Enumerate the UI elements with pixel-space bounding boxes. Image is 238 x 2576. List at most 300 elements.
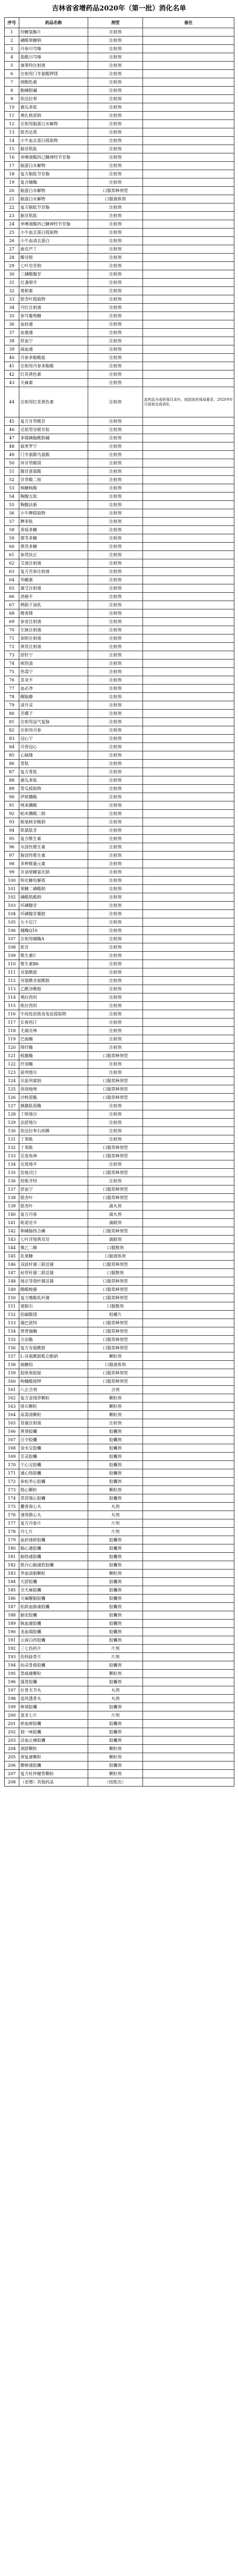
dosage-form-cell: 注射剂 bbox=[88, 1044, 143, 1052]
remark-cell bbox=[143, 701, 234, 710]
dosage-form-cell: 注射剂 bbox=[88, 910, 143, 918]
remark-cell bbox=[143, 1077, 234, 1085]
dosage-form-cell: 口服常释剂型 bbox=[88, 1327, 143, 1336]
remark-cell bbox=[143, 237, 234, 245]
row-number-cell: 64 bbox=[5, 576, 19, 584]
drug-name-cell: 西洛他唑 bbox=[19, 1085, 88, 1094]
drug-name-cell: 龙血竭胶囊 bbox=[19, 1628, 88, 1636]
remark-cell bbox=[143, 526, 234, 534]
table-row bbox=[5, 1728, 234, 1736]
table-row bbox=[5, 1302, 234, 1311]
table-row bbox=[5, 1386, 234, 1394]
drug-name-cell: 维生素C bbox=[19, 952, 88, 960]
table-row bbox=[5, 1236, 234, 1244]
dosage-form-cell: 注射剂 bbox=[88, 295, 143, 304]
drug-name-cell: 舒血宁 bbox=[19, 1185, 88, 1194]
drug-name-cell: 胸腺五肽 bbox=[19, 493, 88, 501]
dosage-form-cell: 注射剂 bbox=[88, 952, 143, 960]
table-row bbox=[5, 387, 234, 417]
table-row bbox=[5, 1494, 234, 1503]
dosage-form-cell: 口服常释剂型 bbox=[88, 1194, 143, 1202]
table-row bbox=[5, 1052, 234, 1060]
remark-cell bbox=[143, 1286, 234, 1294]
table-row bbox=[5, 1110, 234, 1119]
table-row bbox=[5, 1569, 234, 1578]
remark-cell bbox=[143, 1561, 234, 1569]
table-row bbox=[5, 768, 234, 776]
drug-name-cell: 瑞巴派特 bbox=[19, 1319, 88, 1327]
table-row bbox=[5, 1069, 234, 1077]
row-number-cell: 110 bbox=[5, 960, 19, 968]
dosage-form-cell: 注射剂 bbox=[88, 943, 143, 952]
header-dosage-form: 剂型 bbox=[88, 18, 143, 28]
table-row bbox=[5, 212, 234, 220]
dosage-form-cell: 注射剂 bbox=[88, 1135, 143, 1144]
dosage-form-cell: 注射剂 bbox=[88, 45, 143, 53]
row-number-cell: 191 bbox=[5, 1636, 19, 1645]
row-number-cell: 42 bbox=[5, 370, 19, 379]
remark-cell bbox=[143, 1144, 234, 1152]
remark-cell bbox=[143, 304, 234, 312]
row-number-cell: 98 bbox=[5, 860, 19, 868]
remark-cell bbox=[143, 1736, 234, 1745]
row-number-cell: 37 bbox=[5, 329, 19, 337]
drug-name-cell: 养血清脑颗粒 bbox=[19, 1569, 88, 1578]
table-row bbox=[5, 818, 234, 826]
remark-cell bbox=[143, 877, 234, 885]
drug-name-cell: 谷氨酰胺 bbox=[19, 968, 88, 977]
dosage-form-cell: 注射剂 bbox=[88, 354, 143, 362]
row-number-cell: 157 bbox=[5, 1352, 19, 1361]
remark-cell bbox=[143, 1436, 234, 1444]
row-number-cell: 104 bbox=[5, 910, 19, 918]
row-number-cell: 6 bbox=[5, 70, 19, 78]
drug-name-cell: 复合辅酶 bbox=[19, 178, 88, 187]
row-number-cell: 149 bbox=[5, 1286, 19, 1294]
dosage-form-cell: 胶囊剂 bbox=[88, 1428, 143, 1436]
row-number-cell: 58 bbox=[5, 526, 19, 534]
row-number-cell: 155 bbox=[5, 1336, 19, 1344]
remark-cell bbox=[143, 484, 234, 493]
row-number-cell: 153 bbox=[5, 1319, 19, 1327]
row-number-cell: 13 bbox=[5, 128, 19, 137]
dosage-form-cell: 注射剂 bbox=[88, 229, 143, 237]
remark-cell bbox=[143, 187, 234, 195]
row-number-cell: 94 bbox=[5, 826, 19, 835]
table-row bbox=[5, 534, 234, 543]
drug-name-cell: 蒙脱石 bbox=[19, 1302, 88, 1311]
table-row bbox=[5, 1135, 234, 1144]
dosage-form-cell: 注射剂 bbox=[88, 660, 143, 668]
row-number-cell: 169 bbox=[5, 1453, 19, 1461]
remark-cell bbox=[143, 1127, 234, 1135]
dosage-form-cell: 注射剂 bbox=[88, 145, 143, 153]
dosage-form-cell: 注射剂 bbox=[88, 178, 143, 187]
dosage-form-cell: 注射剂 bbox=[88, 417, 143, 426]
drug-name-cell: 痰热清 bbox=[19, 660, 88, 668]
dosage-form-cell: 注射剂 bbox=[88, 1127, 143, 1135]
row-number-cell: 71 bbox=[5, 634, 19, 643]
table-row bbox=[5, 518, 234, 526]
drug-name-cell: 腰痹通胶囊 bbox=[19, 1762, 88, 1770]
remark-cell bbox=[143, 1352, 234, 1361]
drug-name-cell: 丹参川芎嗪 bbox=[19, 45, 88, 53]
dosage-form-cell: 口服常释剂型 bbox=[88, 1144, 143, 1152]
drug-name-cell: 单唾液酸四己糖神经节苷脂 bbox=[19, 220, 88, 229]
remark-cell bbox=[143, 1778, 234, 1787]
table-row bbox=[5, 760, 234, 768]
dosage-form-cell: 胶囊剂 bbox=[88, 1586, 143, 1595]
row-number-cell: 101 bbox=[5, 885, 19, 893]
remark-cell bbox=[143, 593, 234, 601]
table-row bbox=[5, 977, 234, 985]
row-number-cell: 170 bbox=[5, 1461, 19, 1469]
drug-name-cell: 丹七片 bbox=[19, 1528, 88, 1536]
row-number-cell: 21 bbox=[5, 195, 19, 203]
drug-name-cell: 核糖核酸 bbox=[19, 484, 88, 493]
table-row bbox=[5, 1745, 234, 1753]
remark-cell bbox=[143, 1319, 234, 1327]
dosage-form-cell: 注射剂 bbox=[88, 501, 143, 509]
dosage-form-cell: 注射剂 bbox=[88, 128, 143, 137]
drug-name-cell: 转化糖电解质 bbox=[19, 877, 88, 885]
drug-name-cell: 多烯磷脂酰胆碱 bbox=[19, 434, 88, 442]
table-row bbox=[5, 1244, 234, 1252]
remark-cell bbox=[143, 568, 234, 576]
table-row bbox=[5, 810, 234, 818]
remark-cell bbox=[143, 576, 234, 584]
remark-cell bbox=[143, 1711, 234, 1720]
dosage-form-cell: 胶囊剂 bbox=[88, 1636, 143, 1645]
table-row bbox=[5, 1202, 234, 1211]
row-number-cell: 100 bbox=[5, 877, 19, 885]
table-row bbox=[5, 1286, 234, 1294]
row-number-cell: 147 bbox=[5, 1269, 19, 1277]
dosage-form-cell: 注射剂 bbox=[88, 245, 143, 254]
table-row bbox=[5, 304, 234, 312]
drug-name-cell: 聚乙二醇 bbox=[19, 1244, 88, 1252]
table-row bbox=[5, 279, 234, 287]
dosage-form-cell: 注射剂 bbox=[88, 1010, 143, 1019]
drug-name-cell: 硫普罗宁 bbox=[19, 442, 88, 451]
table-row bbox=[5, 609, 234, 618]
drug-name-cell: 脱氧核苷酸钠 bbox=[19, 818, 88, 826]
dosage-form-cell: 口服液体剂 bbox=[88, 1361, 143, 1369]
dosage-form-cell: 颗粒剂 bbox=[88, 1745, 143, 1753]
remark-cell bbox=[143, 312, 234, 320]
remark-cell bbox=[143, 718, 234, 726]
remark-cell bbox=[143, 968, 234, 977]
row-number-cell: 62 bbox=[5, 559, 19, 568]
remark-cell bbox=[143, 1294, 234, 1302]
drug-name-cell: 脑络通胶囊 bbox=[19, 1553, 88, 1561]
row-number-cell: 93 bbox=[5, 818, 19, 826]
row-number-cell: 207 bbox=[5, 1770, 19, 1778]
remark-cell bbox=[143, 952, 234, 960]
row-number-cell: 150 bbox=[5, 1294, 19, 1302]
drug-name-cell: 复方骨肽 bbox=[19, 768, 88, 776]
remark-cell bbox=[143, 609, 234, 618]
dosage-form-cell: 注射剂 bbox=[88, 28, 143, 37]
row-number-cell: 197 bbox=[5, 1686, 19, 1695]
dosage-form-cell: 注射剂 bbox=[88, 1069, 143, 1077]
drug-name-cell: 硫糖铝 bbox=[19, 1361, 88, 1369]
table-row bbox=[5, 634, 234, 643]
remark-cell bbox=[143, 1002, 234, 1010]
dosage-form-cell: 注射剂 bbox=[88, 370, 143, 379]
dosage-form-cell: 注射剂 bbox=[88, 279, 143, 287]
dosage-form-cell: 注射剂 bbox=[88, 776, 143, 785]
table-row bbox=[5, 1060, 234, 1069]
row-number-cell: 177 bbox=[5, 1519, 19, 1528]
dosage-form-cell: 胶囊剂 bbox=[88, 1453, 143, 1461]
table-row bbox=[5, 1544, 234, 1553]
row-number-cell: 49 bbox=[5, 451, 19, 459]
drug-name-cell: 脂溶性维生素 bbox=[19, 852, 88, 860]
table-row bbox=[5, 885, 234, 893]
table-row bbox=[5, 1027, 234, 1035]
table-row bbox=[5, 1311, 234, 1319]
row-number-cell: 8 bbox=[5, 87, 19, 95]
table-row bbox=[5, 1578, 234, 1586]
remark-cell bbox=[143, 1236, 234, 1244]
dosage-form-cell: 注射剂 bbox=[88, 287, 143, 295]
table-row bbox=[5, 868, 234, 877]
drug-name-cell: 黄芪多糖 bbox=[19, 543, 88, 551]
drug-name-cell: 清开灵 bbox=[19, 701, 88, 710]
drug-name-cell: 甘草酸二铵 bbox=[19, 476, 88, 484]
remark-cell bbox=[143, 927, 234, 935]
remark-cell bbox=[143, 1486, 234, 1494]
row-number-cell: 196 bbox=[5, 1678, 19, 1686]
row-number-cell: 146 bbox=[5, 1261, 19, 1269]
drug-name-cell: 艾迪注射液 bbox=[19, 559, 88, 568]
dosage-form-cell: 注射剂 bbox=[88, 960, 143, 968]
dosage-form-cell: 胶囊剂 bbox=[88, 1595, 143, 1603]
drug-name-cell: 天麻醒脑胶囊 bbox=[19, 1595, 88, 1603]
drug-name-cell: 丹香冠心 bbox=[19, 743, 88, 751]
remark-cell bbox=[143, 1019, 234, 1027]
table-row bbox=[5, 417, 234, 426]
drug-name-cell: 血府逐瘀胶囊 bbox=[19, 1536, 88, 1544]
row-number-cell: 77 bbox=[5, 685, 19, 693]
drug-name-cell: 鸦胆子油乳 bbox=[19, 601, 88, 609]
remark-cell bbox=[143, 501, 234, 509]
dosage-form-cell: 注射剂 bbox=[88, 1060, 143, 1069]
dosage-form-cell: 注射剂 bbox=[88, 860, 143, 868]
remark-cell bbox=[143, 1478, 234, 1486]
row-number-cell: 199 bbox=[5, 1703, 19, 1711]
remark-cell bbox=[143, 918, 234, 927]
row-number-cell: 181 bbox=[5, 1553, 19, 1561]
table-row bbox=[5, 1252, 234, 1261]
row-number-cell: 118 bbox=[5, 1027, 19, 1035]
drug-name-cell: 疏血通 bbox=[19, 345, 88, 354]
table-row bbox=[5, 785, 234, 793]
drug-name-cell: 依达拉奉 bbox=[19, 95, 88, 103]
remark-cell bbox=[143, 1519, 234, 1528]
row-number-cell: 65 bbox=[5, 584, 19, 593]
row-number-cell: 88 bbox=[5, 776, 19, 785]
table-row bbox=[5, 270, 234, 279]
remark-cell bbox=[143, 203, 234, 212]
dosage-form-cell: 注射剂 bbox=[88, 768, 143, 776]
dosage-form-cell: 滴丸剂 bbox=[88, 1211, 143, 1219]
row-number-cell: 33 bbox=[5, 295, 19, 304]
remark-cell bbox=[143, 153, 234, 162]
dosage-form-cell: 注射剂 bbox=[88, 634, 143, 643]
dosage-form-cell: 注射剂 bbox=[88, 62, 143, 70]
row-number-cell: 160 bbox=[5, 1377, 19, 1386]
remark-cell bbox=[143, 1419, 234, 1428]
dosage-form-cell: 口服散剂 bbox=[88, 1302, 143, 1311]
remark-cell bbox=[143, 509, 234, 518]
drug-name-cell: 还原型谷胱甘肽 bbox=[19, 426, 88, 434]
row-number-cell: 182 bbox=[5, 1561, 19, 1569]
dosage-form-cell: 注射剂 bbox=[88, 1160, 143, 1169]
table-row bbox=[5, 379, 234, 387]
dosage-form-cell: 注射剂 bbox=[88, 609, 143, 618]
row-number-cell: 111 bbox=[5, 968, 19, 977]
remark-cell bbox=[143, 1620, 234, 1628]
remark-cell bbox=[143, 1444, 234, 1453]
row-number-cell: 74 bbox=[5, 660, 19, 668]
dosage-form-cell: 胶囊剂 bbox=[88, 1611, 143, 1620]
dosage-form-cell: 注射剂 bbox=[88, 601, 143, 609]
row-number-cell: 87 bbox=[5, 768, 19, 776]
table-row bbox=[5, 295, 234, 304]
dosage-form-cell: 胶囊剂 bbox=[88, 1561, 143, 1569]
drug-name-cell: 法舒地尔 bbox=[19, 1119, 88, 1127]
drug-name-cell: 地衣芽孢杆菌活菌 bbox=[19, 1277, 88, 1286]
row-number-cell: 54 bbox=[5, 493, 19, 501]
dosage-form-cell: 注射剂 bbox=[88, 484, 143, 493]
drug-name-cell: （省增）其他药品 bbox=[19, 1778, 88, 1787]
table-row bbox=[5, 1711, 234, 1720]
row-number-cell: 119 bbox=[5, 1035, 19, 1044]
table-row bbox=[5, 1269, 234, 1277]
remark-cell bbox=[143, 1219, 234, 1227]
drug-name-cell: 灯盏细辛 bbox=[19, 279, 88, 287]
row-number-cell: 126 bbox=[5, 1094, 19, 1102]
remark-cell bbox=[143, 660, 234, 668]
table-row bbox=[5, 1586, 234, 1595]
remark-cell bbox=[143, 1653, 234, 1661]
row-number-cell: 206 bbox=[5, 1762, 19, 1770]
drug-name-cell: 肾康注射液 bbox=[19, 1419, 88, 1428]
dosage-form-cell: 颗粒剂 bbox=[88, 1670, 143, 1678]
remark-cell bbox=[143, 1027, 234, 1035]
row-number-cell: 3 bbox=[5, 45, 19, 53]
remark-cell bbox=[143, 960, 234, 968]
remark-cell bbox=[143, 1377, 234, 1386]
remark-cell bbox=[143, 1528, 234, 1536]
drug-name-cell: 参附注射液 bbox=[19, 634, 88, 643]
row-number-cell: 27 bbox=[5, 245, 19, 254]
drug-name-cell: 小牛血清去蛋白 bbox=[19, 237, 88, 245]
row-number-cell: 128 bbox=[5, 1110, 19, 1119]
dosage-form-cell: 胶囊剂 bbox=[88, 1720, 143, 1728]
dosage-form-cell: 注射剂 bbox=[88, 785, 143, 793]
row-number-cell: 40 bbox=[5, 354, 19, 362]
row-number-cell: 143 bbox=[5, 1236, 19, 1244]
drug-name-cell: 银杏叶提取物 bbox=[19, 295, 88, 304]
drug-name-cell: 唑来膦酸 bbox=[19, 801, 88, 810]
dosage-form-cell: 注射剂 bbox=[88, 559, 143, 568]
dosage-form-cell: 注射剂 bbox=[88, 818, 143, 826]
table-row bbox=[5, 626, 234, 634]
table-row bbox=[5, 1653, 234, 1661]
drug-name-cell: 曲克芦丁 bbox=[19, 245, 88, 254]
drug-name-cell: 参芎葡萄糖 bbox=[19, 312, 88, 320]
remark-cell bbox=[143, 1645, 234, 1653]
table-row bbox=[5, 726, 234, 735]
row-number-cell: 50 bbox=[5, 459, 19, 468]
remark-cell bbox=[143, 78, 234, 87]
row-number-cell: 24 bbox=[5, 220, 19, 229]
table-row bbox=[5, 852, 234, 860]
table-row bbox=[5, 128, 234, 137]
dosage-form-cell: 注射剂 bbox=[88, 685, 143, 693]
dosage-form-cell: 注射剂 bbox=[88, 835, 143, 843]
row-number-cell: 144 bbox=[5, 1244, 19, 1252]
row-number-cell: 10 bbox=[5, 103, 19, 112]
table-row bbox=[5, 1403, 234, 1411]
dosage-form-cell: 丸剂 bbox=[88, 1695, 143, 1703]
table-row bbox=[5, 459, 234, 468]
dosage-form-cell: 注射剂 bbox=[88, 426, 143, 434]
remark-cell bbox=[143, 459, 234, 468]
remark-cell bbox=[143, 993, 234, 1002]
row-number-cell: 159 bbox=[5, 1369, 19, 1377]
remark-cell bbox=[143, 1227, 234, 1236]
remark-cell bbox=[143, 835, 234, 843]
remark-cell bbox=[143, 710, 234, 718]
table-row bbox=[5, 1553, 234, 1561]
drug-name-cell: 三磷酸腺苷 bbox=[19, 270, 88, 279]
dosage-form-cell: 胶囊剂 bbox=[88, 1494, 143, 1503]
row-number-cell: 5 bbox=[5, 62, 19, 70]
row-number-cell: 16 bbox=[5, 153, 19, 162]
remark-cell bbox=[143, 1244, 234, 1252]
row-number-cell: 32 bbox=[5, 287, 19, 295]
table-row bbox=[5, 362, 234, 370]
remark-cell bbox=[143, 178, 234, 187]
row-number-cell: 129 bbox=[5, 1119, 19, 1127]
table-row bbox=[5, 593, 234, 601]
row-number-cell: 201 bbox=[5, 1720, 19, 1728]
dosage-form-cell: 滴眼剂 bbox=[88, 1219, 143, 1227]
remark-cell bbox=[143, 943, 234, 952]
row-number-cell: 125 bbox=[5, 1085, 19, 1094]
drug-name-cell: 左卡尼汀 bbox=[19, 918, 88, 927]
dosage-form-cell: 注射剂 bbox=[88, 693, 143, 701]
drug-name-cell: 尼麦角林 bbox=[19, 1152, 88, 1160]
remark-cell bbox=[143, 768, 234, 776]
remark-cell bbox=[143, 417, 234, 426]
remark-cell bbox=[143, 1052, 234, 1060]
row-number-cell: 136 bbox=[5, 1177, 19, 1185]
row-number-cell: 176 bbox=[5, 1511, 19, 1519]
table-row bbox=[5, 793, 234, 801]
table-row bbox=[5, 1019, 234, 1027]
drug-name-cell: 脾多肽 bbox=[19, 518, 88, 526]
drug-name-cell: 复方谷氨酰胺 bbox=[19, 1344, 88, 1352]
table-row bbox=[5, 1736, 234, 1745]
remark-cell bbox=[143, 28, 234, 37]
table-row bbox=[5, 918, 234, 927]
dosage-form-cell: 注射剂 bbox=[88, 312, 143, 320]
